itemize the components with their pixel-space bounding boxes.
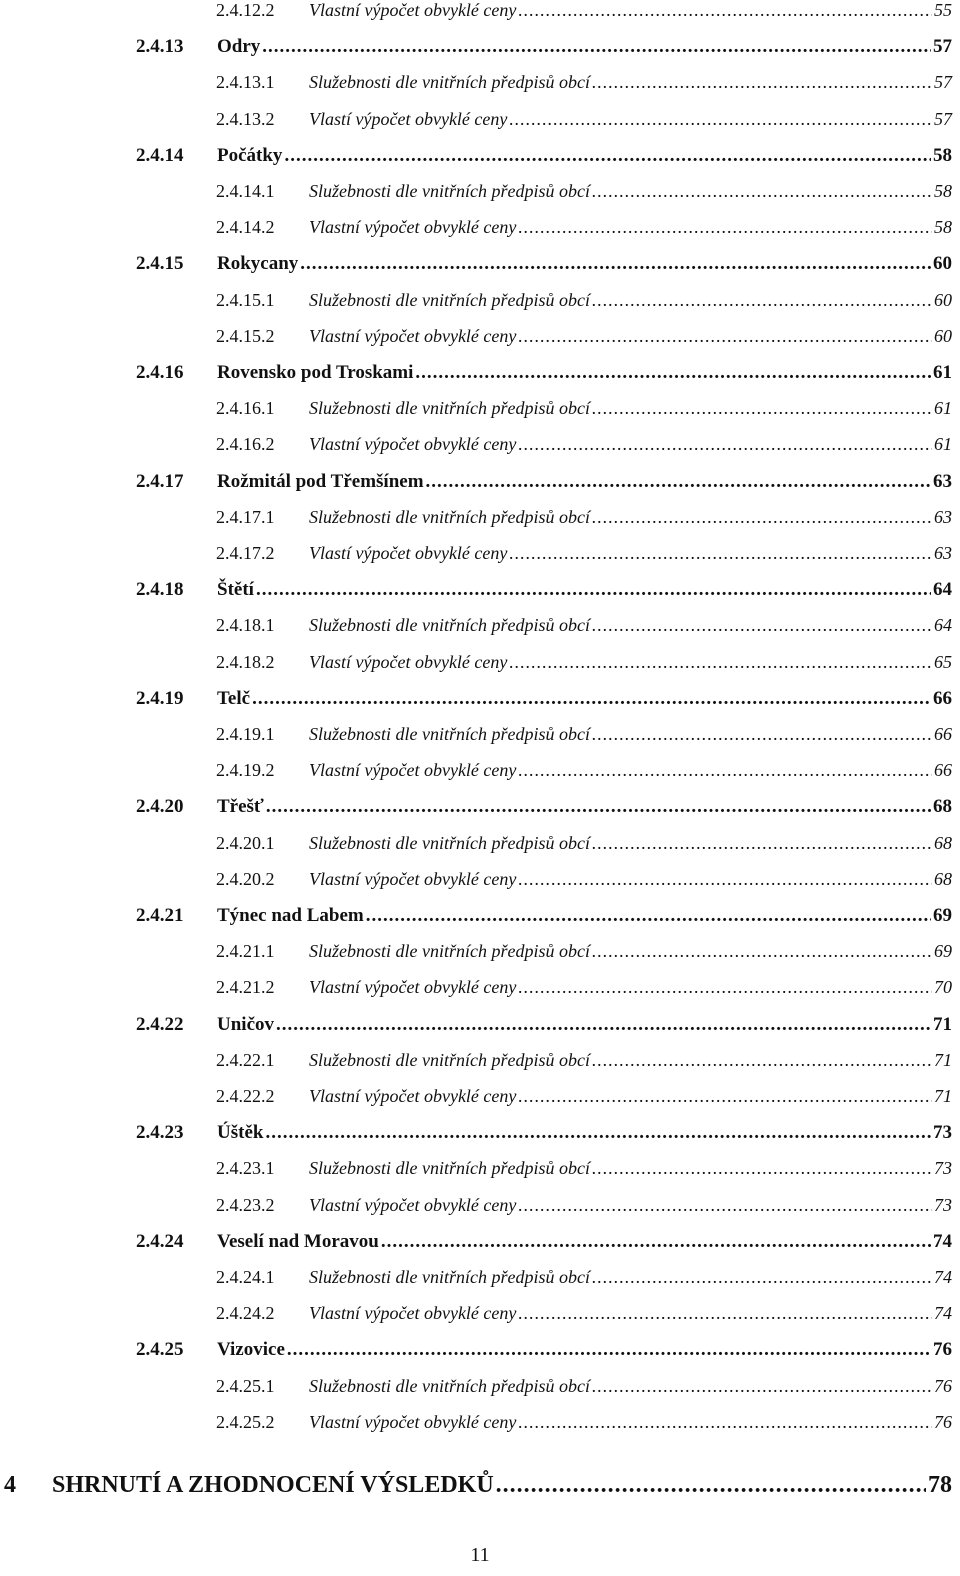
entry-number: 2.4.19.2 bbox=[216, 760, 275, 781]
toc-section-entry[interactable] bbox=[136, 1339, 952, 1361]
entry-page-number: 76 bbox=[934, 1375, 952, 1396]
entry-title: Služebnosti dle vnitřních předpisů obcí bbox=[309, 615, 590, 636]
dot-leader bbox=[518, 1195, 932, 1216]
toc-subsection-entry[interactable] bbox=[216, 833, 952, 854]
toc-subsection-entry[interactable] bbox=[216, 434, 952, 455]
entry-title: Vlastní výpočet obvyklé ceny bbox=[309, 217, 517, 238]
entry-page-number: 64 bbox=[934, 615, 952, 636]
entry-title: Vlastí výpočet obvyklé ceny bbox=[309, 108, 508, 129]
toc-subsection-entry[interactable] bbox=[216, 977, 952, 998]
toc-subsection-entry[interactable] bbox=[216, 181, 952, 202]
toc-section-entry[interactable] bbox=[136, 1122, 952, 1144]
toc-subsection-entry[interactable] bbox=[216, 1267, 952, 1288]
toc-subsection-entry[interactable] bbox=[216, 869, 952, 890]
entry-number: 2.4.20.2 bbox=[216, 868, 275, 889]
entry-number: 2.4.14 bbox=[136, 144, 184, 166]
entry-page-number: 71 bbox=[933, 1013, 952, 1035]
dot-leader bbox=[518, 1303, 932, 1324]
toc-subsection-entry[interactable] bbox=[216, 398, 952, 419]
entry-title: Vlastí výpočet obvyklé ceny bbox=[309, 651, 508, 672]
toc-section-entry[interactable] bbox=[136, 362, 952, 384]
entry-title: Vizovice bbox=[217, 1339, 285, 1361]
entry-number: 2.4.19.1 bbox=[216, 724, 275, 744]
entry-number: 2.4.15.1 bbox=[216, 289, 275, 310]
entry-number: 2.4.12.2 bbox=[216, 0, 275, 20]
entry-number: 2.4.17.1 bbox=[216, 506, 275, 527]
toc-subsection-entry[interactable] bbox=[216, 543, 952, 564]
entry-number: 2.4.18 bbox=[136, 579, 184, 601]
dot-leader bbox=[592, 833, 932, 854]
entry-page-number: 60 bbox=[934, 289, 952, 310]
toc-chapter-entry[interactable] bbox=[4, 1472, 952, 1499]
dot-leader bbox=[518, 869, 932, 890]
dot-leader bbox=[415, 362, 931, 384]
entry-number: 2.4.24.2 bbox=[216, 1303, 275, 1324]
entry-title: Rožmitál pod Třemšínem bbox=[217, 470, 424, 492]
dot-leader bbox=[592, 1050, 932, 1071]
entry-page-number: 76 bbox=[934, 1411, 952, 1432]
entry-title: Vlastní výpočet obvyklé ceny bbox=[309, 977, 517, 998]
entry-page-number: 68 bbox=[934, 868, 952, 889]
entry-number: 2.4.16.2 bbox=[216, 434, 275, 455]
entry-page-number: 74 bbox=[934, 1303, 952, 1324]
entry-page-number: 73 bbox=[933, 1122, 952, 1144]
toc-subsection-entry[interactable] bbox=[216, 615, 952, 636]
dot-leader bbox=[509, 652, 932, 673]
entry-number: 2.4.23 bbox=[136, 1122, 184, 1144]
entry-title: Třešť bbox=[217, 796, 264, 818]
dot-leader bbox=[592, 290, 932, 311]
entry-number: 2.4.25.2 bbox=[216, 1411, 275, 1432]
dot-leader bbox=[518, 434, 932, 455]
entry-number: 2.4.20 bbox=[136, 796, 184, 818]
toc-section-entry[interactable] bbox=[136, 796, 952, 818]
chapter-page-number: 78 bbox=[928, 1472, 952, 1498]
dot-leader bbox=[266, 796, 931, 818]
entry-page-number: 61 bbox=[933, 362, 952, 383]
entry-page-number: 64 bbox=[933, 579, 952, 601]
entry-number: 2.4.22.2 bbox=[216, 1086, 275, 1106]
toc-section-entry[interactable] bbox=[136, 253, 952, 275]
dot-leader bbox=[509, 109, 932, 130]
entry-page-number: 63 bbox=[933, 470, 952, 492]
page-number-footer: 11 bbox=[470, 1544, 490, 1566]
entry-number: 2.4.14.2 bbox=[216, 217, 275, 238]
dot-leader bbox=[284, 145, 931, 167]
entry-page-number: 74 bbox=[933, 1230, 952, 1252]
entry-number: 2.4.13.1 bbox=[216, 72, 275, 93]
dot-leader bbox=[518, 217, 932, 238]
dot-leader bbox=[518, 1086, 932, 1107]
entry-page-number: 55 bbox=[934, 0, 952, 20]
dot-leader bbox=[426, 471, 931, 493]
entry-number: 2.4.17.2 bbox=[216, 543, 275, 563]
entry-page-number: 66 bbox=[933, 687, 952, 709]
dot-leader bbox=[518, 326, 932, 347]
entry-page-number: 57 bbox=[933, 36, 952, 58]
chapter-title: SHRNUTÍ A ZHODNOCENÍ VÝSLEDKŮ bbox=[52, 1472, 494, 1498]
entry-title: Služebnosti dle vnitřních předpisů obcí bbox=[309, 1267, 590, 1287]
entry-title: Veselí nad Moravou bbox=[217, 1230, 379, 1252]
toc-subsection-entry[interactable] bbox=[216, 1376, 952, 1397]
dot-leader bbox=[592, 724, 932, 745]
entry-number: 2.4.25.1 bbox=[216, 1375, 275, 1396]
entry-page-number: 71 bbox=[934, 1086, 952, 1106]
toc-subsection-entry[interactable] bbox=[216, 507, 952, 528]
entry-page-number: 66 bbox=[934, 760, 952, 781]
entry-title: Rovensko pod Troskami bbox=[217, 362, 414, 383]
entry-title: Služebnosti dle vnitřních předpisů obcí bbox=[309, 941, 590, 962]
entry-number: 2.4.14.1 bbox=[216, 181, 275, 201]
entry-page-number: 60 bbox=[934, 325, 952, 346]
entry-page-number: 61 bbox=[934, 434, 952, 455]
entry-number: 2.4.24.1 bbox=[216, 1267, 275, 1287]
entry-title: Uničov bbox=[217, 1013, 274, 1035]
dot-leader bbox=[496, 1472, 926, 1499]
entry-title: Služebnosti dle vnitřních předpisů obcí bbox=[309, 398, 590, 419]
entry-title: Vlastí výpočet obvyklé ceny bbox=[309, 543, 508, 563]
toc-subsection-entry[interactable] bbox=[216, 109, 952, 130]
entry-title: Počátky bbox=[217, 144, 283, 166]
toc-subsection-entry[interactable] bbox=[216, 0, 952, 21]
entry-page-number: 73 bbox=[934, 1194, 952, 1215]
entry-number: 2.4.18.1 bbox=[216, 615, 275, 636]
toc-subsection-entry[interactable] bbox=[216, 1050, 952, 1071]
entry-number: 2.4.17 bbox=[136, 470, 184, 492]
entry-title: Služebnosti dle vnitřních předpisů obcí bbox=[309, 1375, 590, 1396]
entry-title: Rokycany bbox=[217, 253, 299, 275]
entry-title: Vlastní výpočet obvyklé ceny bbox=[309, 434, 517, 455]
toc-section-entry[interactable] bbox=[136, 36, 952, 58]
entry-page-number: 61 bbox=[934, 398, 952, 419]
dot-leader bbox=[518, 760, 932, 781]
entry-number: 2.4.15 bbox=[136, 253, 184, 275]
entry-page-number: 58 bbox=[933, 144, 952, 166]
entry-title: Služebnosti dle vnitřních předpisů obcí bbox=[309, 181, 590, 201]
entry-page-number: 74 bbox=[934, 1267, 952, 1287]
entry-page-number: 58 bbox=[934, 181, 952, 201]
entry-title: Odry bbox=[217, 36, 261, 58]
toc-section-entry[interactable] bbox=[136, 579, 952, 601]
dot-leader bbox=[300, 253, 931, 275]
toc-subsection-entry[interactable] bbox=[216, 326, 952, 347]
entry-title: Vlastní výpočet obvyklé ceny bbox=[309, 0, 517, 20]
entry-number: 2.4.16.1 bbox=[216, 398, 275, 419]
entry-number: 2.4.21.1 bbox=[216, 941, 275, 962]
entry-number: 2.4.22.1 bbox=[216, 1049, 275, 1070]
dot-leader bbox=[592, 941, 932, 962]
entry-title: Telč bbox=[217, 687, 251, 709]
dot-leader bbox=[592, 398, 932, 419]
toc-section-entry[interactable] bbox=[136, 1231, 952, 1253]
toc-subsection-entry[interactable] bbox=[216, 1195, 952, 1216]
entry-number: 2.4.15.2 bbox=[216, 325, 275, 346]
dot-leader bbox=[518, 1412, 932, 1433]
dot-leader bbox=[592, 507, 932, 528]
toc-section-entry[interactable] bbox=[136, 688, 952, 710]
entry-title: Služebnosti dle vnitřních předpisů obcí bbox=[309, 724, 590, 744]
entry-page-number: 57 bbox=[934, 108, 952, 129]
toc-section-entry[interactable] bbox=[136, 145, 952, 167]
entry-number: 2.4.23.1 bbox=[216, 1158, 275, 1179]
entry-number: 2.4.21 bbox=[136, 905, 184, 926]
toc-subsection-entry[interactable] bbox=[216, 941, 952, 962]
entry-title: Úštěk bbox=[217, 1122, 264, 1144]
entry-page-number: 68 bbox=[933, 796, 952, 818]
toc-subsection-entry[interactable] bbox=[216, 1158, 952, 1179]
entry-title: Týnec nad Labem bbox=[217, 905, 364, 926]
entry-number: 2.4.20.1 bbox=[216, 832, 275, 853]
entry-page-number: 69 bbox=[934, 941, 952, 962]
toc-subsection-entry[interactable] bbox=[216, 217, 952, 238]
entry-page-number: 70 bbox=[934, 977, 952, 998]
dot-leader bbox=[256, 579, 931, 601]
dot-leader bbox=[518, 977, 932, 998]
entry-page-number: 58 bbox=[934, 217, 952, 238]
entry-title: Vlastní výpočet obvyklé ceny bbox=[309, 1411, 517, 1432]
entry-title: Štětí bbox=[217, 579, 254, 601]
entry-page-number: 68 bbox=[934, 832, 952, 853]
entry-title: Vlastní výpočet obvyklé ceny bbox=[309, 1086, 517, 1106]
toc-section-entry[interactable] bbox=[136, 905, 952, 927]
entry-title: Služebnosti dle vnitřních předpisů obcí bbox=[309, 1049, 590, 1070]
dot-leader bbox=[592, 615, 932, 636]
entry-title: Služebnosti dle vnitřních předpisů obcí bbox=[309, 832, 590, 853]
toc-subsection-entry[interactable] bbox=[216, 1412, 952, 1433]
toc-section-entry[interactable] bbox=[136, 1014, 952, 1036]
entry-number: 2.4.13.2 bbox=[216, 108, 275, 129]
dot-leader bbox=[366, 905, 931, 927]
dot-leader bbox=[509, 543, 932, 564]
entry-page-number: 71 bbox=[934, 1049, 952, 1070]
entry-number: 2.4.24 bbox=[136, 1230, 184, 1252]
entry-page-number: 66 bbox=[934, 724, 952, 744]
entry-title: Vlastní výpočet obvyklé ceny bbox=[309, 868, 517, 889]
entry-page-number: 69 bbox=[933, 905, 952, 926]
entry-title: Vlastní výpočet obvyklé ceny bbox=[309, 1303, 517, 1324]
toc-subsection-entry[interactable] bbox=[216, 724, 952, 745]
entry-page-number: 57 bbox=[934, 72, 952, 93]
entry-page-number: 60 bbox=[933, 253, 952, 275]
dot-leader bbox=[592, 181, 932, 202]
entry-number: 2.4.25 bbox=[136, 1339, 184, 1361]
entry-page-number: 76 bbox=[933, 1339, 952, 1361]
entry-title: Služebnosti dle vnitřních předpisů obcí bbox=[309, 506, 590, 527]
dot-leader bbox=[592, 1267, 932, 1288]
toc-subsection-entry[interactable] bbox=[216, 652, 952, 673]
dot-leader bbox=[592, 72, 932, 93]
dot-leader bbox=[592, 1376, 932, 1397]
entry-title: Vlastní výpočet obvyklé ceny bbox=[309, 1194, 517, 1215]
entry-title: Služebnosti dle vnitřních předpisů obcí bbox=[309, 1158, 590, 1179]
entry-number: 2.4.18.2 bbox=[216, 651, 275, 672]
dot-leader bbox=[262, 36, 931, 58]
dot-leader bbox=[252, 688, 931, 710]
entry-page-number: 65 bbox=[934, 651, 952, 672]
entry-page-number: 63 bbox=[934, 506, 952, 527]
dot-leader bbox=[592, 1158, 932, 1179]
dot-leader bbox=[265, 1122, 931, 1144]
dot-leader bbox=[287, 1339, 931, 1361]
entry-title: Vlastní výpočet obvyklé ceny bbox=[309, 760, 517, 781]
entry-page-number: 63 bbox=[934, 543, 952, 563]
chapter-number: 4 bbox=[4, 1472, 16, 1498]
toc-subsection-entry[interactable] bbox=[216, 760, 952, 781]
entry-page-number: 73 bbox=[934, 1158, 952, 1179]
toc-section-entry[interactable] bbox=[136, 471, 952, 493]
entry-title: Služebnosti dle vnitřních předpisů obcí bbox=[309, 289, 590, 310]
entry-title: Služebnosti dle vnitřních předpisů obcí bbox=[309, 72, 590, 93]
dot-leader bbox=[518, 0, 932, 21]
toc-subsection-entry[interactable] bbox=[216, 72, 952, 93]
dot-leader bbox=[276, 1014, 931, 1036]
dot-leader bbox=[381, 1231, 931, 1253]
toc-subsection-entry[interactable] bbox=[216, 1303, 952, 1324]
entry-number: 2.4.16 bbox=[136, 362, 184, 383]
toc-subsection-entry[interactable] bbox=[216, 290, 952, 311]
entry-title: Vlastní výpočet obvyklé ceny bbox=[309, 325, 517, 346]
toc-subsection-entry[interactable] bbox=[216, 1086, 952, 1107]
entry-number: 2.4.13 bbox=[136, 36, 184, 58]
entry-number: 2.4.19 bbox=[136, 687, 184, 709]
entry-number: 2.4.22 bbox=[136, 1013, 184, 1035]
entry-number: 2.4.21.2 bbox=[216, 977, 275, 998]
entry-number: 2.4.23.2 bbox=[216, 1194, 275, 1215]
